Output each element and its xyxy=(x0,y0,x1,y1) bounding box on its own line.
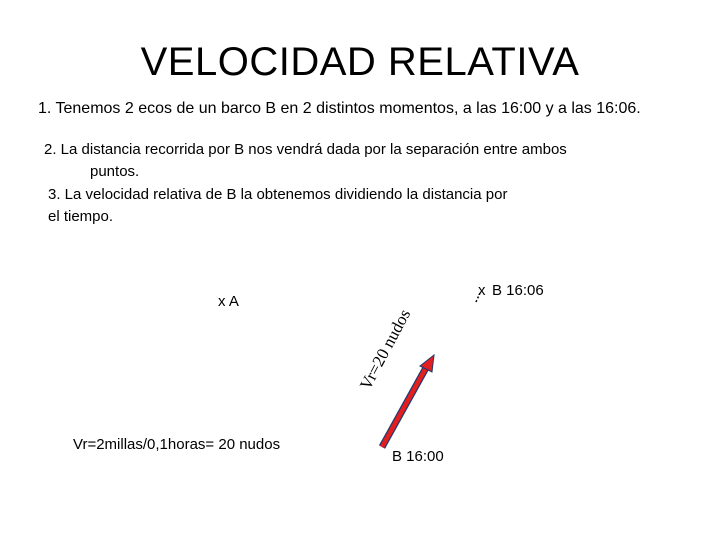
point-a-label: x A xyxy=(218,293,239,310)
item-3-text-line2: el tiempo. xyxy=(48,208,114,225)
vector-label: Vr=20 nudos xyxy=(356,305,415,393)
item-2-text-line2: puntos. xyxy=(90,163,140,180)
point-b-16-00-label: B 16:00 xyxy=(392,448,444,465)
item-2-text-line1: 2. La distancia recorrida por B nos vendrá dada por la separación entre ambos xyxy=(44,141,567,158)
item-1-text: 1. Tenemos 2 ecos de un barco B en 2 distintos momentos, a las 16:00 y a las 16:06. xyxy=(38,100,641,117)
point-b2-marker-x: x xyxy=(478,282,486,299)
point-b-16-06-label: B 16:06 xyxy=(492,282,544,299)
vector-arrow-shaft xyxy=(382,366,427,447)
velocity-formula: Vr=2millas/0,1horas= 20 nudos xyxy=(73,436,281,453)
item-3-text-line1: 3. La velocidad relativa de B la obtenemos dividiendo la distancia por xyxy=(48,186,508,203)
slide-title: VELOCIDAD RELATIVA xyxy=(140,40,580,84)
